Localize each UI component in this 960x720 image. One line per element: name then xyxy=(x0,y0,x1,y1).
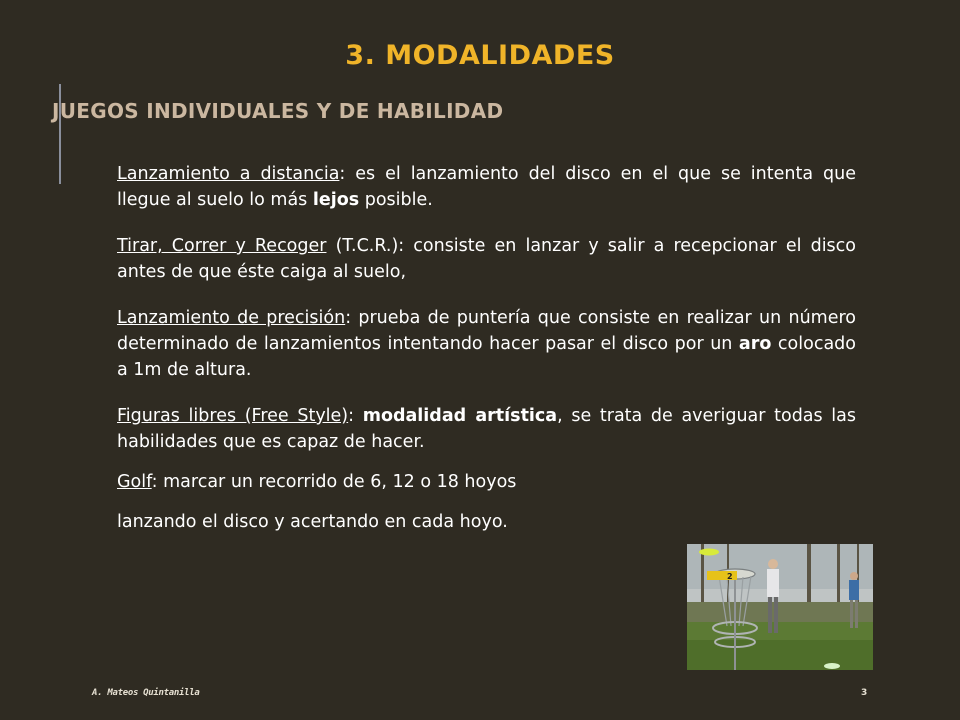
item-bold: lejos xyxy=(312,190,360,210)
item-text: : xyxy=(348,406,363,426)
item-term: Lanzamiento de precisión xyxy=(117,308,346,328)
item-golf xyxy=(117,469,856,495)
item-free-style xyxy=(117,403,856,455)
item-text: : es el lanzamiento del disco en el que se intenta que llegue al suelo lo más xyxy=(117,164,856,210)
item-tcr xyxy=(117,233,856,285)
item-text: : prueba de puntería que consiste en realizar un número determinado de lanzamientos intentando hacer pasar el disco por un xyxy=(117,308,856,354)
slide-subtitle: JUEGOS INDIVIDUALES Y DE HABILIDAD xyxy=(52,99,504,123)
page-number: 3 xyxy=(861,688,868,698)
basket-number: 2 xyxy=(727,572,733,581)
item-text: : marcar un recorrido de 6, 12 o 18 hoyos xyxy=(151,472,517,492)
item-term: Figuras libres (Free Style) xyxy=(117,406,349,426)
disc-golf-photo xyxy=(687,544,873,670)
item-term: Lanzamiento a distancia xyxy=(117,164,340,184)
closing-line: lanzando el disco y acertando en cada hoyo. xyxy=(117,512,508,532)
item-term: Tirar, Correr y Recoger xyxy=(117,236,327,256)
item-precision xyxy=(117,305,856,383)
item-bold: aro xyxy=(738,334,772,354)
item-lanzamiento-distancia xyxy=(117,161,856,213)
slide-title: 3. MODALIDADES xyxy=(345,40,615,71)
item-bold: modalidad artística xyxy=(362,406,558,426)
item-term: Golf xyxy=(117,472,152,492)
item-text: posible. xyxy=(359,190,433,210)
item-text: (T.C.R.): consiste en lanzar y salir a recepcionar el disco antes de que éste caiga al suelo, xyxy=(117,236,856,282)
body-content xyxy=(117,161,856,555)
item-text: , se trata de averiguar todas las habilidades que es capaz de hacer. xyxy=(117,406,857,452)
footer-author: A. Mateos Quintanilla xyxy=(92,688,200,698)
item-text: colocado a 1m de altura. xyxy=(117,334,856,380)
